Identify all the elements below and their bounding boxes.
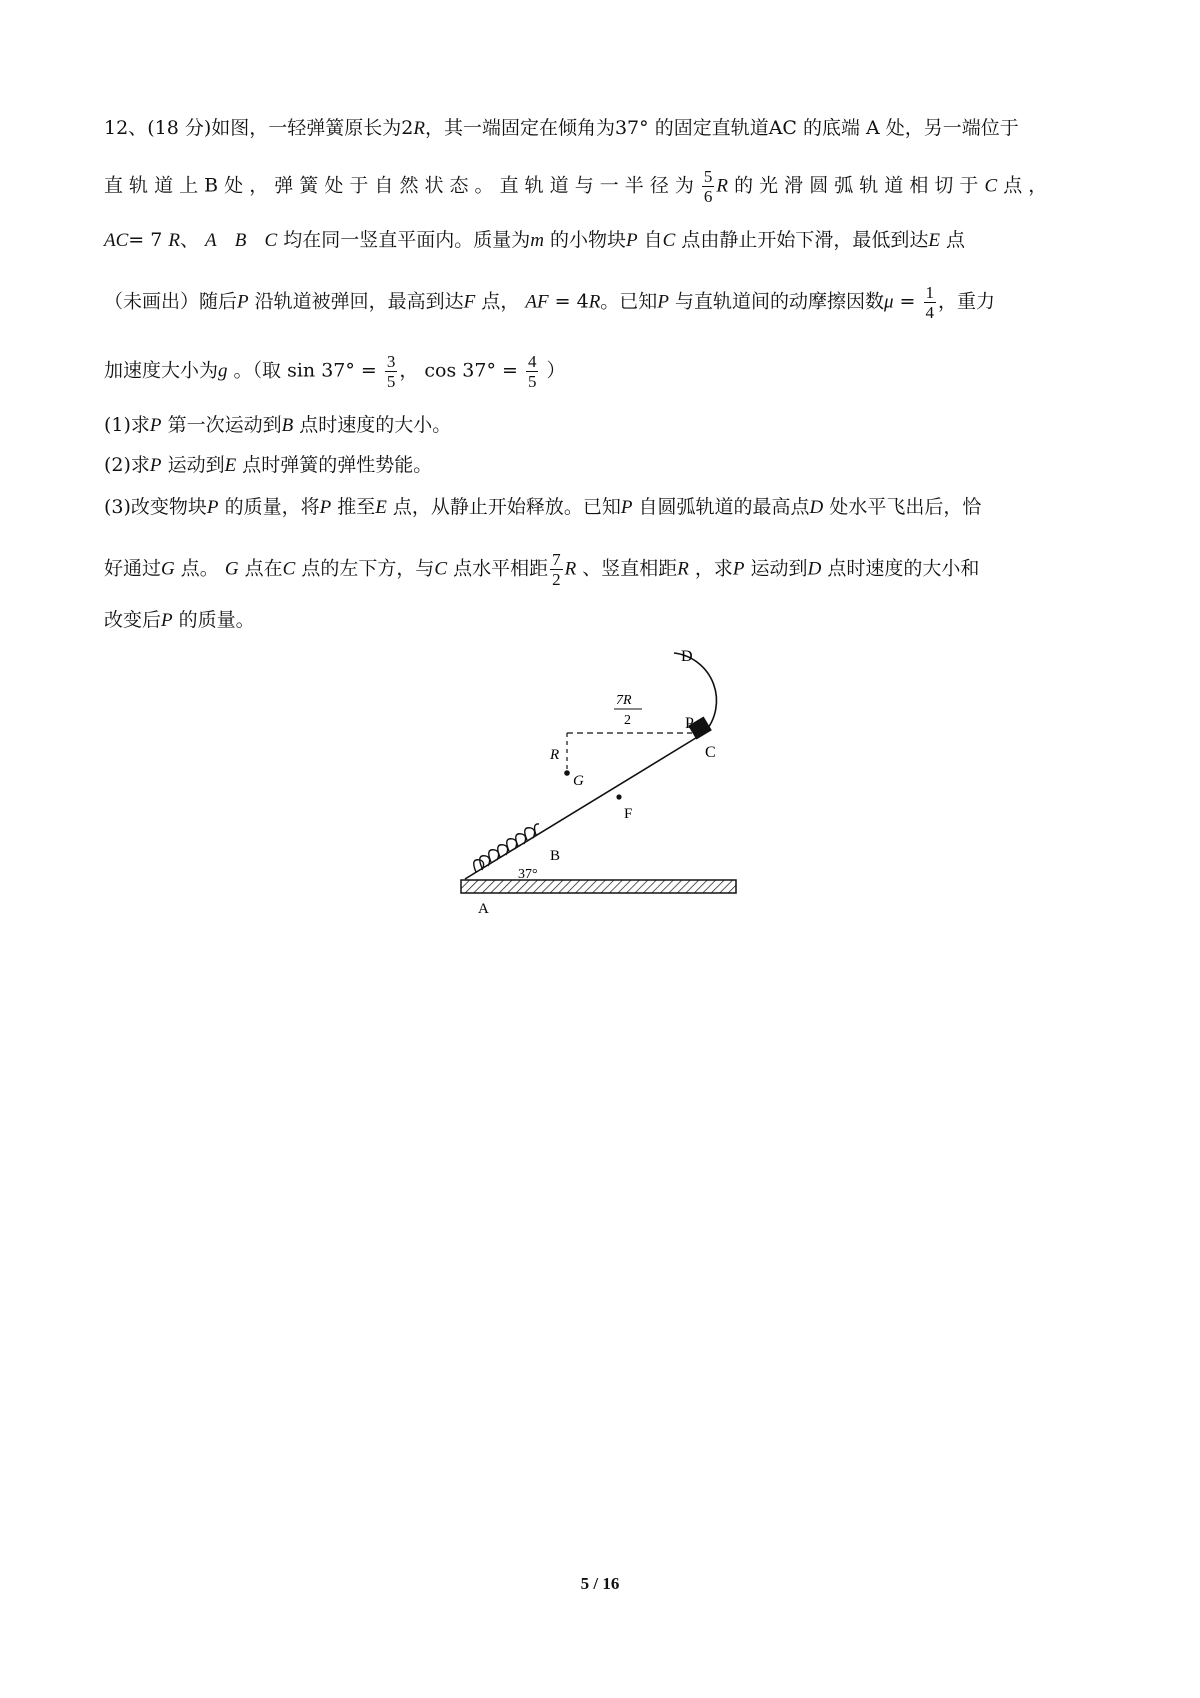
l1-text-g: AC [768, 117, 797, 139]
q3l2-text-c: 点。 [174, 557, 225, 580]
q3-text-b: P [206, 497, 219, 518]
q3l2-text-q: 点时速度的大小和 [821, 557, 980, 580]
q3-text-c: 的质量，将 [218, 496, 320, 518]
fraction-numerator: 5 [703, 167, 713, 186]
fraction-numerator: 3 [386, 352, 396, 371]
q3-text-g: 点，从静止开始释放。已知 [386, 496, 621, 518]
q3-text-a: (3)改变物块 [104, 496, 207, 518]
q2-text-a: (2)求 [104, 454, 150, 476]
l4-text-m: = [893, 290, 922, 313]
q3l2-text-l: R [677, 558, 689, 580]
l1-text-e: 37° [614, 117, 649, 139]
l2-text-a: 直 轨 道 上 B 处 ， 弹 簧 处 于 自 然 状 态 。 直 轨 道 与 一 半 径 为 [104, 174, 700, 197]
fraction-denominator: 5 [527, 372, 537, 391]
l3-text-c: R [168, 230, 180, 251]
q3l2-text-b: G [161, 558, 175, 580]
l4-text-b: P [237, 291, 249, 313]
fraction-denominator: 2 [552, 570, 561, 589]
l3-text-d: 、 [179, 229, 206, 251]
q3l2-text-f: C [282, 558, 296, 580]
q1-text-d: B [281, 415, 294, 436]
q3-text-i: 自圆弧轨道的最高点 [632, 496, 810, 518]
l4-text-f: AF [525, 291, 549, 313]
problem-number: 12、 [104, 117, 148, 139]
l4-text-e: 点， [475, 290, 526, 313]
q3l2-text-k: 、竖直相距 [576, 557, 678, 580]
q2-text-e: 点时弹簧的弹性势能。 [236, 454, 433, 476]
q3-text-h: P [620, 497, 633, 518]
q1-text-b: P [149, 415, 162, 436]
l4-text-a: （未画出）随后 [104, 290, 238, 313]
l3-text-b: = 7 [128, 229, 169, 251]
point-f [616, 794, 621, 799]
label-b: B [550, 848, 561, 864]
q3l2-text-j: R [564, 558, 577, 580]
q3-text-d: P [319, 497, 332, 518]
q3l2-text-i: 点水平相距 [447, 557, 549, 580]
q3l2-text-m: ，求 [688, 557, 733, 580]
l3-text-g: C [264, 230, 278, 251]
q3-text-j: D [809, 497, 824, 518]
fraction-numerator: 4 [527, 352, 537, 371]
fraction-numerator: 7 [552, 550, 561, 569]
l1-text-c: R [413, 118, 425, 139]
l2-text-c: 的 光 滑 圆 弧 轨 道 相 切 于 [728, 174, 985, 197]
label-r: R [550, 747, 560, 763]
q1-text-e: 点时速度的大小。 [293, 414, 452, 436]
l3-text-h: 均在同一竖直平面内。质量为 [277, 229, 531, 251]
l3-text-l: 自 [637, 229, 663, 251]
l3-text-k: P [626, 230, 638, 251]
l4-text-k: 与直轨道间的动摩擦因数 [668, 290, 884, 313]
q3-text-e: 推至 [331, 496, 376, 518]
l1-text-d: ，其一端固定在倾角为 [424, 117, 615, 139]
l1-text-b: 2 [401, 117, 414, 139]
q3-text-f: E [375, 497, 387, 518]
page-number: 5 / 16 [580, 1574, 620, 1593]
label-a: A [478, 901, 489, 917]
q3l3-text-c: 的质量。 [172, 609, 255, 631]
q3l2-text-a: 好通过 [104, 557, 162, 580]
l4-text-h: R [588, 291, 601, 313]
l4-text-j: P [657, 291, 669, 313]
l4-text-i: 。已知 [600, 290, 658, 313]
l4-text-c: 沿轨道被弹回，最高到达 [248, 290, 464, 313]
l3-text-j: 的小物块 [543, 229, 627, 251]
l1-text-a: 如图，一轻弹簧原长为 [211, 117, 402, 139]
q2-text-d: E [224, 455, 237, 476]
q3l2-text-g: 点的左下方，与 [295, 557, 435, 580]
arc-track [674, 653, 717, 733]
l2-text-e: 点 ， [997, 174, 1048, 197]
spring [474, 824, 539, 872]
q3l2-text-p: D [807, 558, 822, 580]
point-g [564, 770, 570, 776]
l5-text-c: 。（取 sin 37° = [227, 359, 383, 382]
q3l2-text-n: P [732, 558, 745, 580]
q3l2-text-e: 点在 [238, 557, 283, 580]
l3-text-p: 点 [940, 229, 966, 251]
l3-text-a: AC [104, 230, 129, 251]
fraction-numerator: 1 [925, 283, 935, 302]
label-37: 37° [518, 867, 538, 882]
l2-text-b: R [716, 175, 729, 197]
l5-text-b: g [218, 360, 228, 382]
q3l2-text-o: 运动到 [744, 557, 808, 580]
label-d: D [681, 648, 693, 665]
problem-points: (18 分) [147, 117, 212, 139]
incline-track [465, 733, 704, 879]
label-g: G [573, 773, 584, 789]
fraction-denominator: 6 [703, 187, 713, 206]
l3-text-f: B [234, 230, 247, 251]
l4-text-g: = 4 [548, 290, 589, 313]
ground-hatch [461, 880, 736, 893]
l1-text-h: 的底端 A 处，另一端位于 [796, 117, 1019, 139]
l3-text-o: E [928, 230, 941, 251]
fraction-denominator: 5 [386, 372, 396, 391]
q3l3-text-a: 改变后 [104, 609, 162, 631]
fraction-denominator: 4 [925, 303, 935, 322]
q3-text-k: 处水平飞出后，恰 [823, 496, 982, 518]
label-2: 2 [624, 713, 631, 728]
l3-text-e: A [205, 230, 217, 251]
q1-text-c: 第一次运动到 [161, 414, 282, 436]
l5-text-e: ） [540, 359, 566, 382]
q3l2-text-d: G [224, 558, 239, 580]
label-p: P [685, 715, 694, 732]
q2-text-c: 运动到 [161, 454, 225, 476]
label-f: F [624, 806, 633, 822]
l5-text-d: ， cos 37° = [399, 359, 524, 382]
l3-text-i: m [530, 230, 544, 251]
label-c: C [705, 744, 716, 761]
q1-text-a: (1)求 [104, 414, 150, 436]
l4-text-n: ，重力 [938, 290, 996, 313]
label-7r: 7R [616, 693, 632, 708]
q3l2-text-h: C [434, 558, 448, 580]
l2-text-d: C [984, 175, 998, 197]
q3l3-text-b: P [161, 610, 173, 631]
q2-text-b: P [149, 455, 162, 476]
l1-text-f: 的固定直轨道 [648, 117, 769, 139]
l4-text-d: F [463, 291, 476, 313]
l5-text-a: 加速度大小为 [104, 359, 219, 382]
l3-text-m: C [662, 230, 676, 251]
l3-text-n: 点由静止开始下滑，最低到达 [675, 229, 929, 251]
l4-text-l: μ [883, 291, 894, 313]
